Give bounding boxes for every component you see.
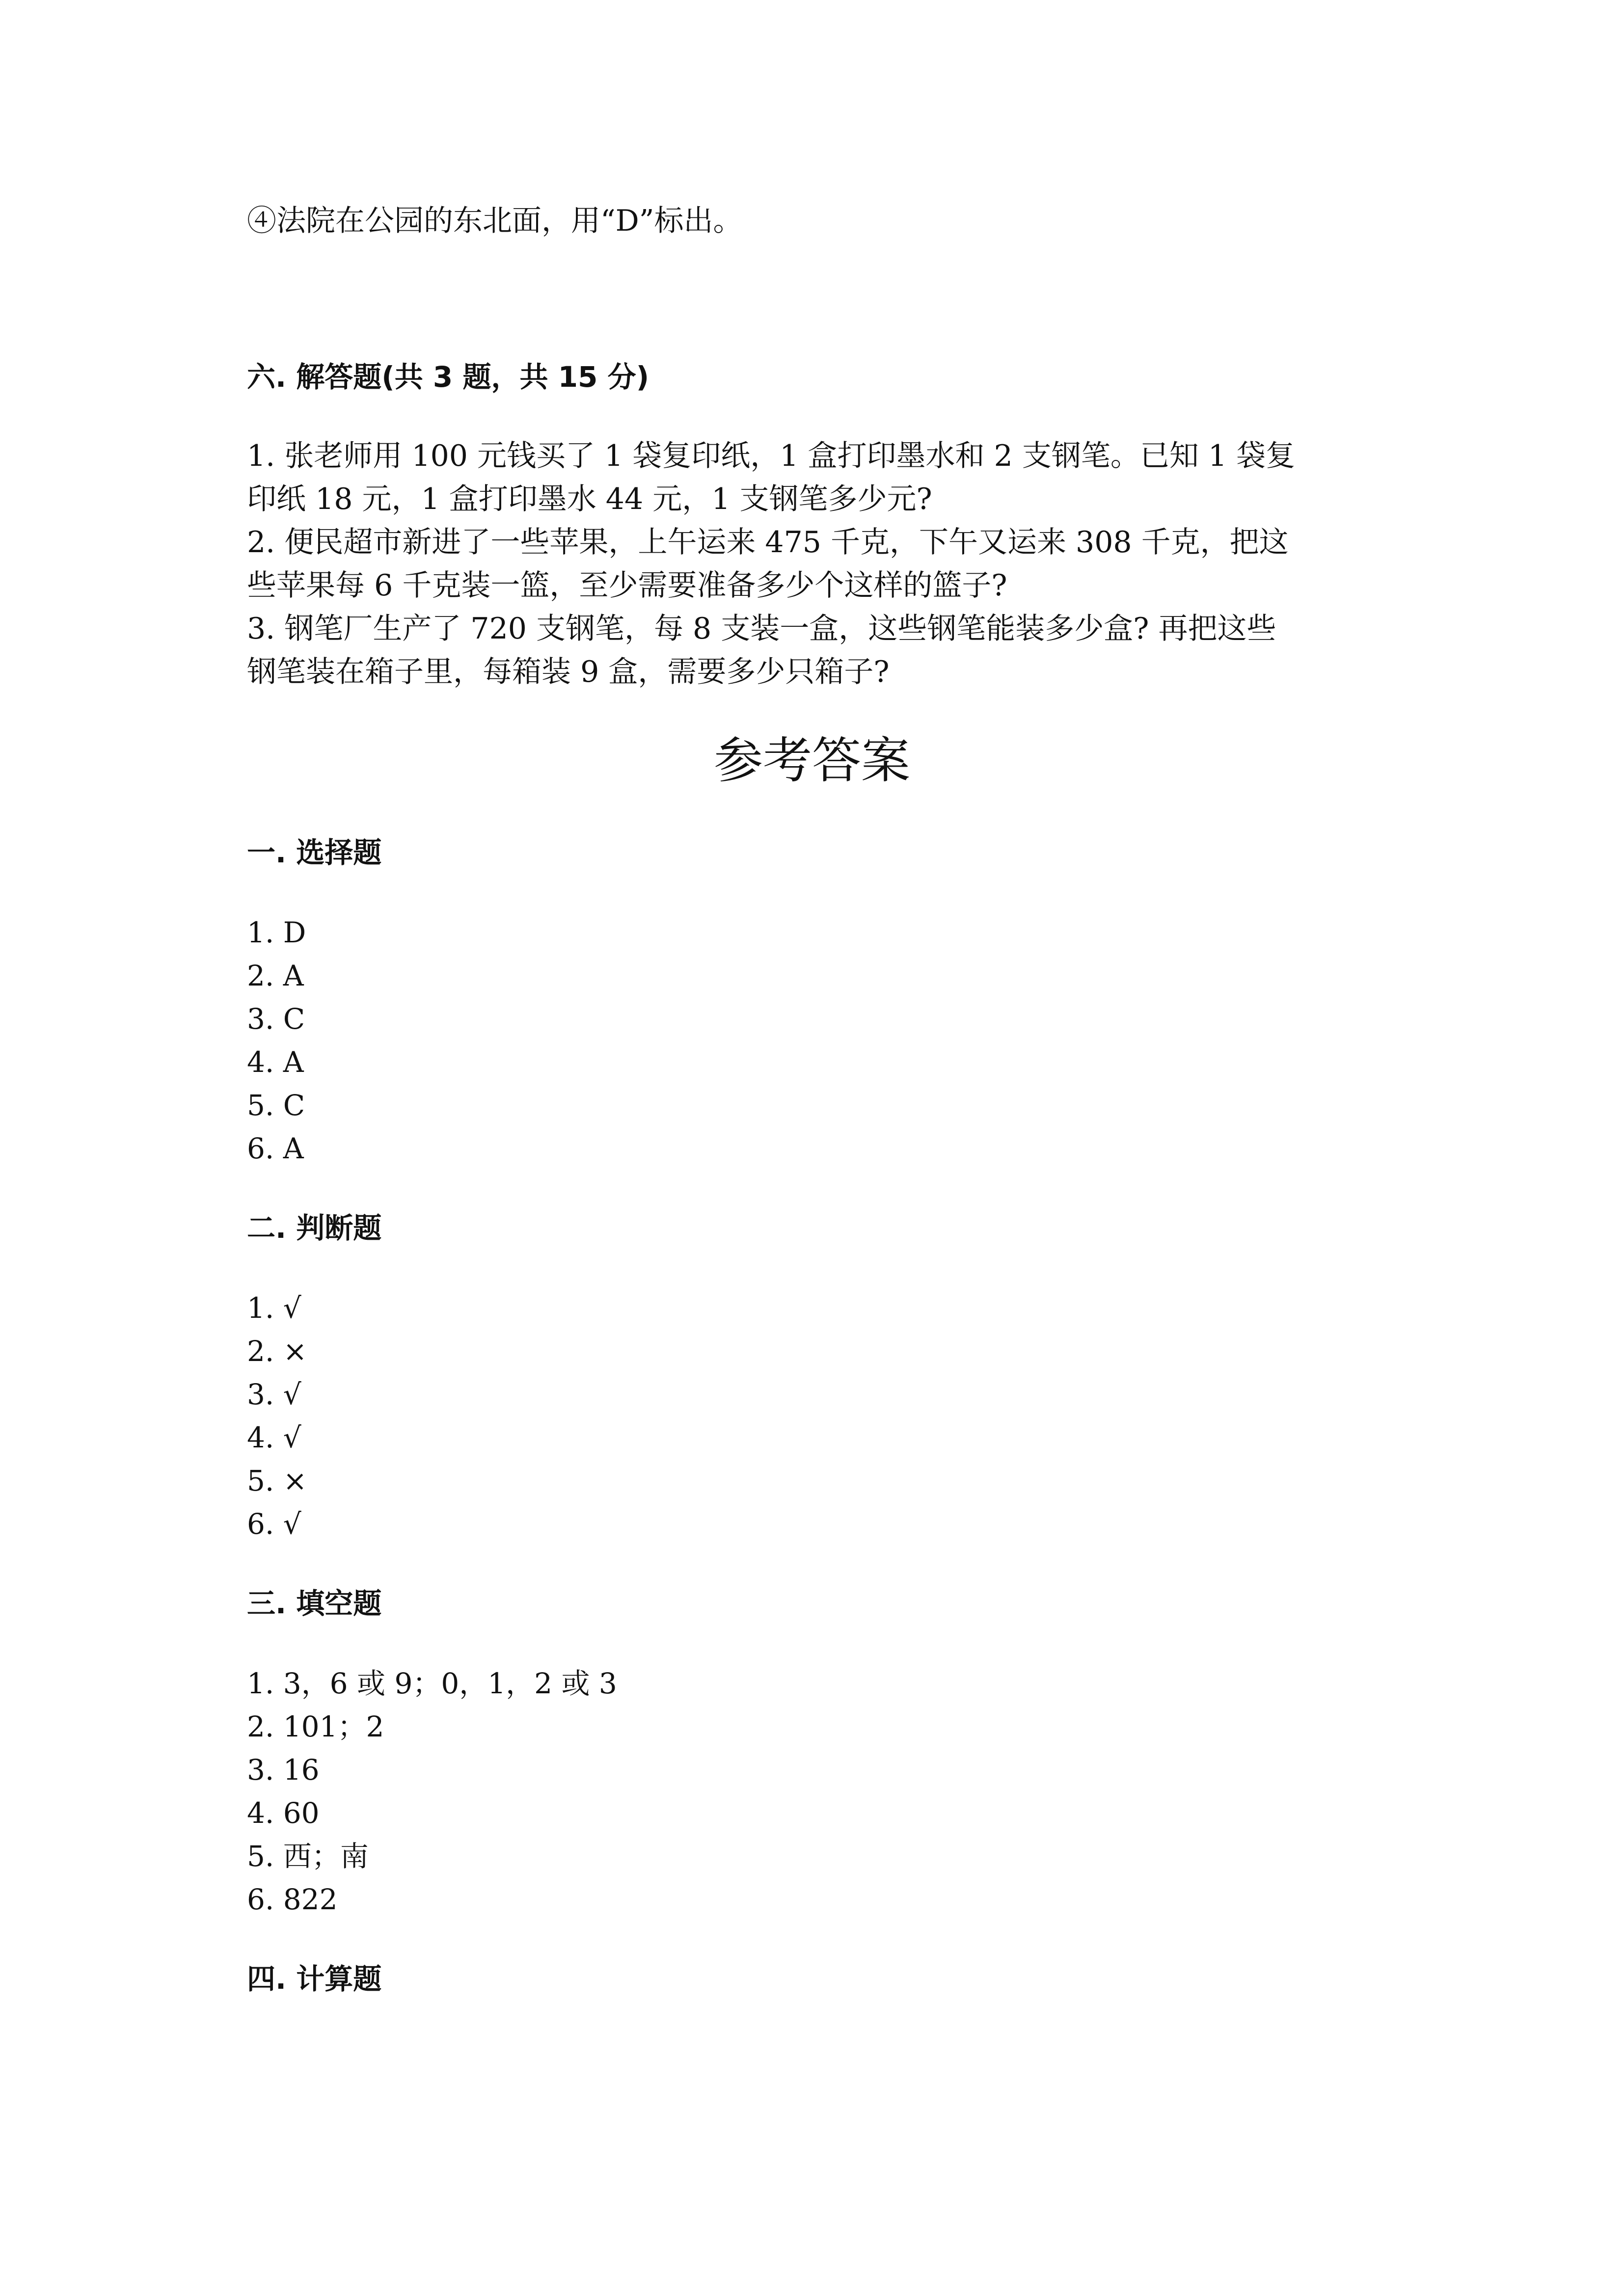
question-3-line-2: 钢笔装在箱子里，每箱装 9 盒，需要多少只箱子? bbox=[247, 655, 890, 689]
judge-answer-6: 6. √ bbox=[247, 1507, 301, 1541]
choice-answer-1: 1. D bbox=[247, 916, 306, 949]
choice-answer-5: 5. C bbox=[247, 1089, 305, 1122]
choice-answer-6: 6. A bbox=[247, 1132, 304, 1165]
judge-answer-3: 3. √ bbox=[247, 1378, 301, 1411]
judge-answer-5: 5. × bbox=[247, 1464, 307, 1497]
choice-section-heading: 一. 选择题 bbox=[247, 836, 382, 869]
section-6-heading: 六. 解答题(共 3 题，共 15 分) bbox=[247, 360, 650, 394]
fill-answer-3: 3. 16 bbox=[247, 1753, 320, 1787]
question-2-line-2: 些苹果每 6 千克装一篮，至少需要准备多少个这样的篮子? bbox=[247, 568, 1007, 603]
fill-section-heading: 三. 填空题 bbox=[247, 1587, 382, 1620]
answer-key-title: 参考答案 bbox=[714, 732, 910, 789]
judge-section-heading: 二. 判断题 bbox=[247, 1211, 382, 1245]
judge-answer-2: 2. × bbox=[247, 1335, 307, 1368]
choice-answer-3: 3. C bbox=[247, 1002, 305, 1036]
fill-answer-4: 4. 60 bbox=[247, 1796, 320, 1830]
fill-answer-5: 5. 西；南 bbox=[247, 1840, 369, 1873]
choice-answer-4: 4. A bbox=[247, 1045, 304, 1079]
fill-answer-6: 6. 822 bbox=[247, 1883, 338, 1916]
question-3-line-1: 3. 钢笔厂生产了 720 支钢笔，每 8 支装一盒，这些钢笔能装多少盒? 再把这些 bbox=[247, 612, 1276, 646]
calc-section-heading: 四. 计算题 bbox=[247, 1962, 382, 1996]
judge-answer-4: 4. √ bbox=[247, 1421, 301, 1454]
judge-answer-1: 1. √ bbox=[247, 1291, 301, 1325]
map-task-item-4: ④法院在公园的东北面，用“D”标出。 bbox=[247, 204, 743, 238]
fill-answer-1: 1. 3，6 或 9；0，1，2 或 3 bbox=[247, 1667, 617, 1700]
question-2-line-1: 2. 便民超市新进了一些苹果，上午运来 475 千克，下午又运来 308 千克，把这 bbox=[247, 525, 1289, 560]
fill-answer-2: 2. 101；2 bbox=[247, 1710, 384, 1743]
choice-answer-2: 2. A bbox=[247, 959, 304, 992]
question-1-line-1: 1. 张老师用 100 元钱买了 1 袋复印纸，1 盒打印墨水和 2 支钢笔。已知 1 袋复 bbox=[247, 439, 1296, 473]
question-1-line-2: 印纸 18 元，1 盒打印墨水 44 元，1 支钢笔多少元? bbox=[247, 482, 932, 516]
